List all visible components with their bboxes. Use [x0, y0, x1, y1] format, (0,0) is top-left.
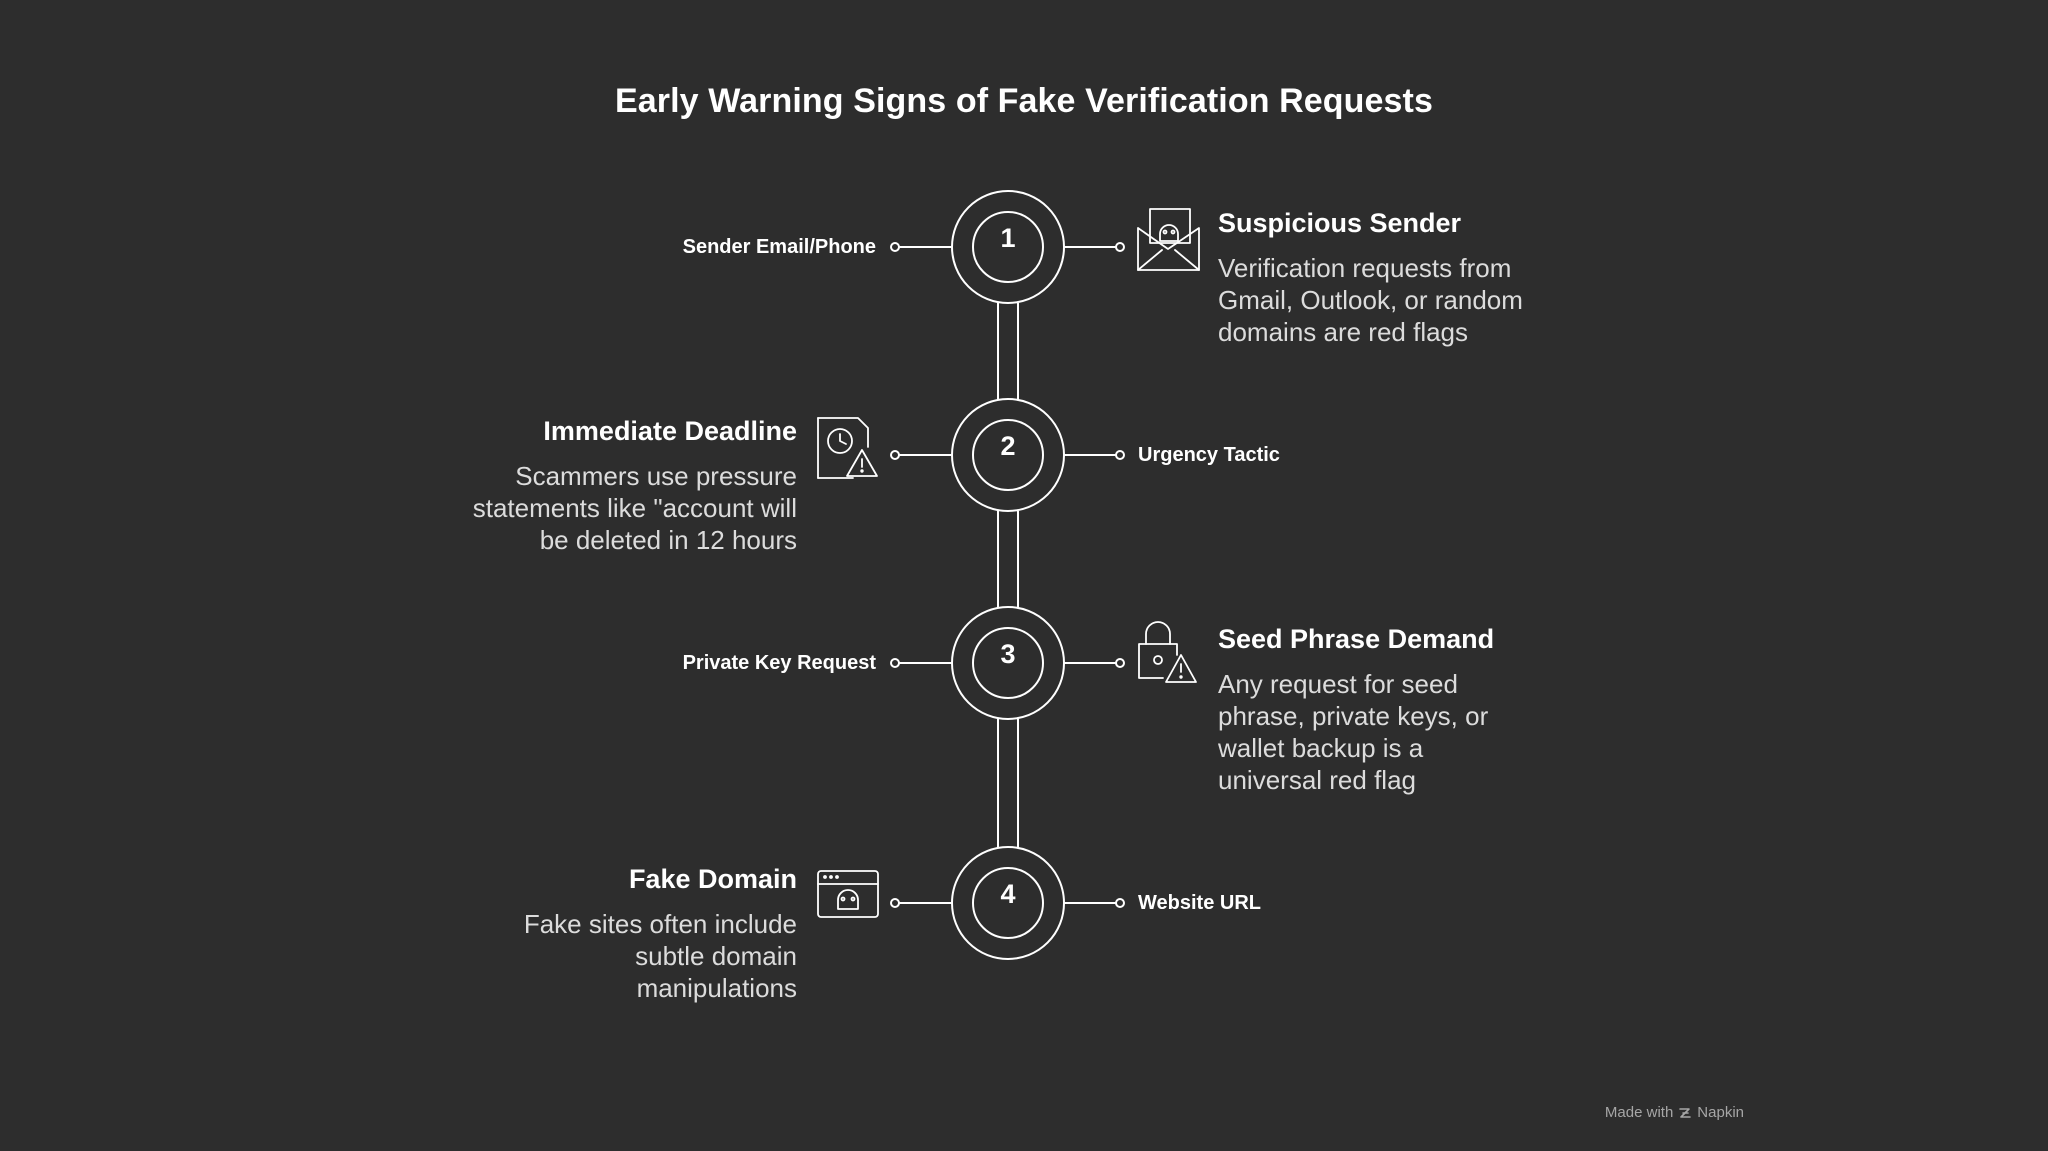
card-suspicious-sender	[1218, 206, 1558, 348]
card-description: Fake sites often include subtle domain manipulations	[523, 909, 797, 1003]
step-label-1: Sender Email/Phone	[682, 236, 876, 258]
step-label-4: Website URL	[1138, 892, 1261, 914]
made-with-napkin-watermark[interactable]	[1605, 1104, 1744, 1121]
document-clock-warning-icon	[818, 418, 877, 478]
page-title: Early Warning Signs of Fake Verification Requests	[615, 82, 1433, 120]
card-description: Any request for seed phrase, private keys, or wallet backup is a universal red flag	[1218, 669, 1489, 795]
step-label-2: Urgency Tactic	[1138, 444, 1280, 466]
step-number-2: 2	[1000, 431, 1016, 461]
step-number-1: 1	[1000, 223, 1016, 253]
watermark-brand: Napkin	[1697, 1104, 1744, 1121]
browser-skull-icon	[818, 871, 878, 917]
step-number-3: 3	[1000, 639, 1016, 669]
card-fake-domain	[497, 862, 797, 1004]
step-number-4: 4	[1000, 879, 1016, 909]
card-title: Fake Domain	[628, 864, 797, 894]
card-description: Scammers use pressure statements like "account will be deleted in 12 hours	[472, 461, 797, 555]
envelope-skull-icon	[1138, 209, 1199, 270]
card-title: Seed Phrase Demand	[1218, 624, 1495, 654]
card-seed-phrase-demand	[1218, 622, 1518, 796]
napkin-logo-icon	[1678, 1106, 1692, 1120]
card-title: Suspicious Sender	[1218, 208, 1462, 238]
watermark-prefix: Made with	[1604, 1104, 1674, 1121]
step-label-3: Private Key Request	[682, 652, 876, 674]
padlock-warning-icon	[1139, 622, 1196, 682]
card-immediate-deadline	[457, 414, 797, 556]
card-description: Verification requests from Gmail, Outlook, or random domains are red flags	[1218, 253, 1523, 347]
card-title: Immediate Deadline	[543, 416, 797, 446]
